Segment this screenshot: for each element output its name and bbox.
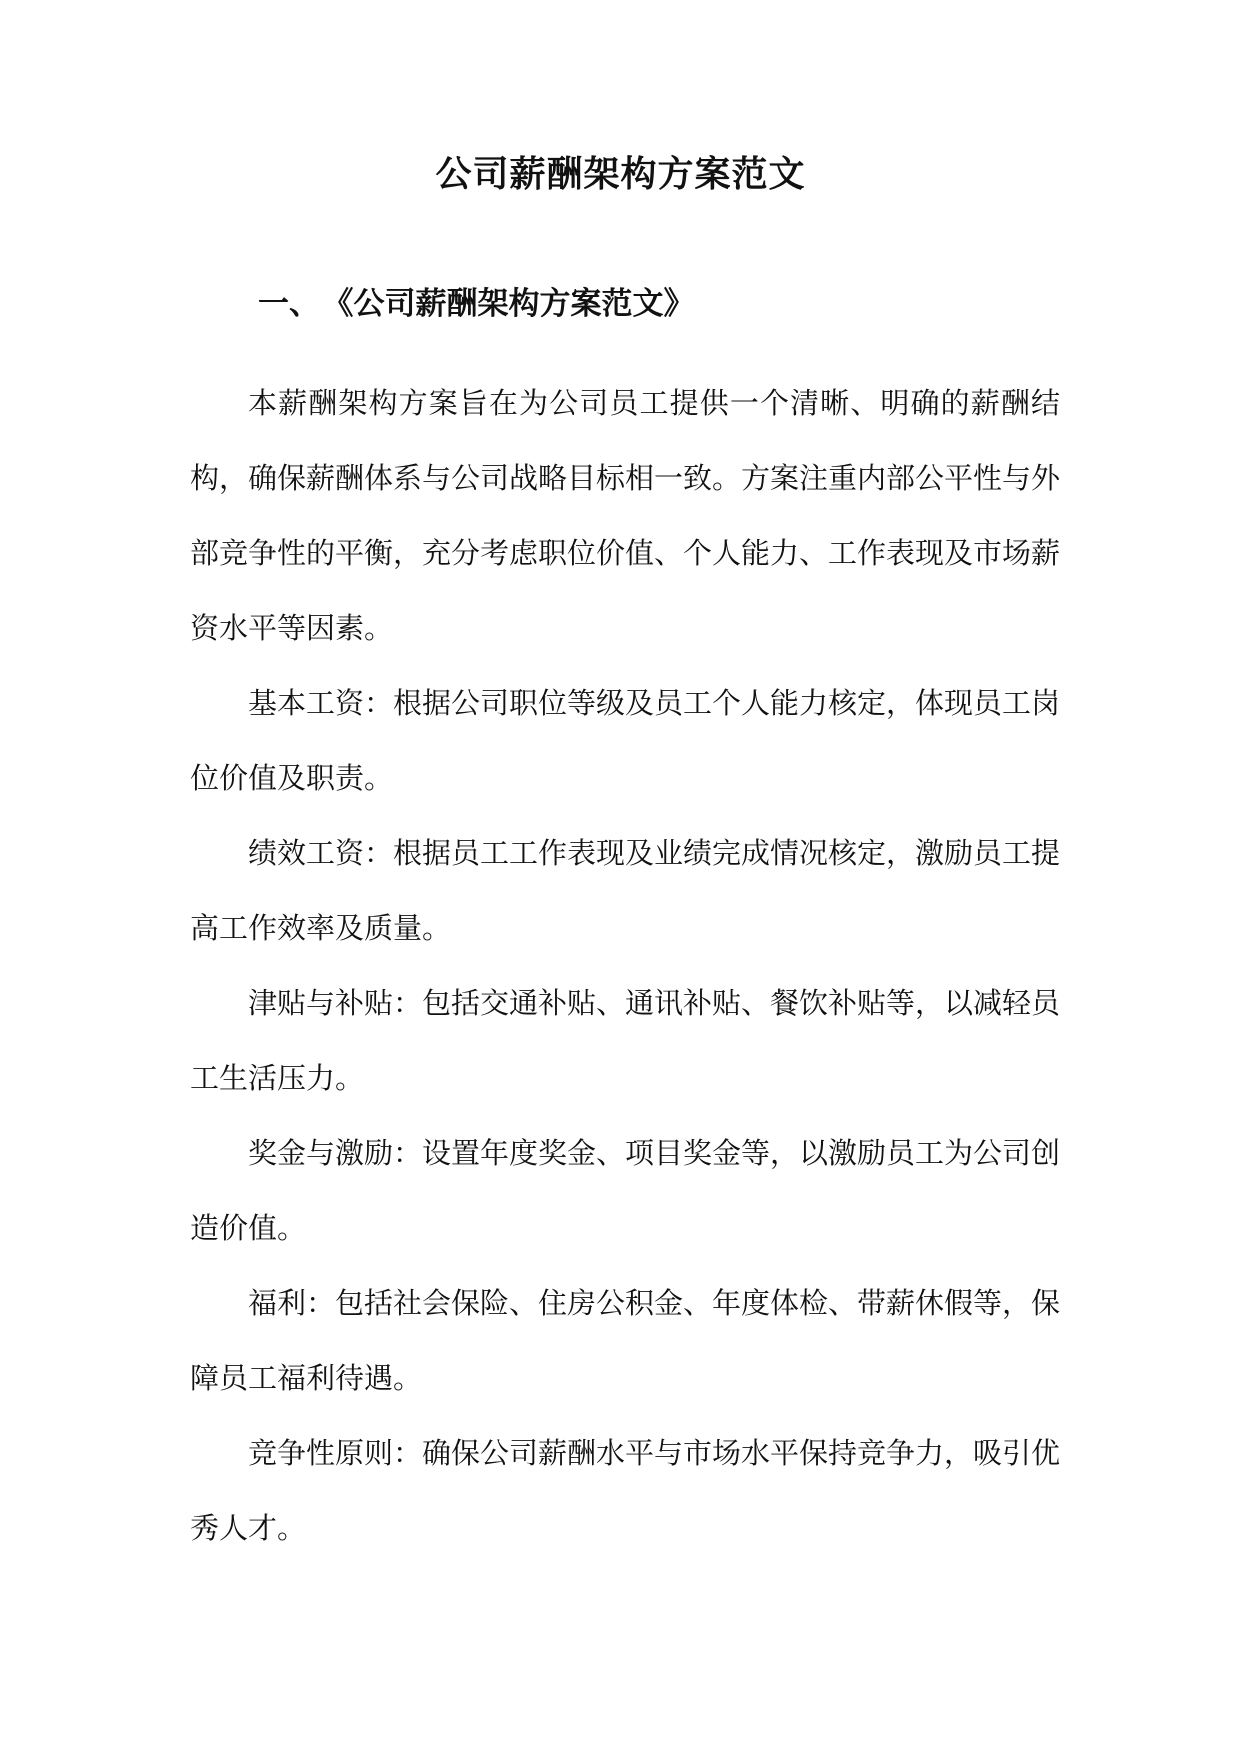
- paragraph-performance-pay: 绩效工资：根据员工工作表现及业绩完成情况核定，激励员工提高工作效率及质量。: [190, 836, 1061, 945]
- paragraph-bonus: 奖金与激励：设置年度奖金、项目奖金等，以激励员工为公司创造价值。: [190, 1136, 1061, 1245]
- paragraph-benefits: 福利：包括社会保险、住房公积金、年度体检、带薪休假等，保障员工福利待遇。: [190, 1286, 1061, 1395]
- paragraph-intro: 本薪酬架构方案旨在为公司员工提供一个清晰、明确的薪酬结构，确保薪酬体系与公司战略目标相一致。方案注重内部公平性与外部竞争性的平衡，充分考虑职位价值、个人能力、工作表现及市场薪资水平等因素。: [190, 386, 1061, 645]
- paragraph-base-salary: 基本工资：根据公司职位等级及员工个人能力核定，体现员工岗位价值及职责。: [190, 686, 1061, 795]
- paragraph-competitiveness: 竞争性原则：确保公司薪酬水平与市场水平保持竞争力，吸引优秀人才。: [190, 1436, 1061, 1545]
- paragraph-allowances: 津贴与补贴：包括交通补贴、通讯补贴、餐饮补贴等，以减轻员工生活压力。: [190, 986, 1061, 1095]
- document-body: [190, 366, 1060, 1566]
- section-heading-text: 《公司薪酬架构方案范文》: [338, 286, 695, 322]
- section-number: 一、: [258, 286, 320, 322]
- document-title: 公司薪酬架构方案范文: [435, 154, 806, 195]
- section-heading: [258, 282, 695, 326]
